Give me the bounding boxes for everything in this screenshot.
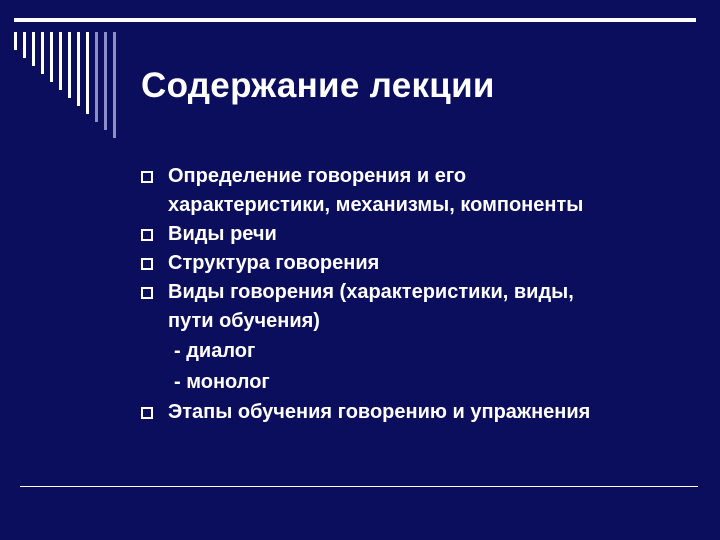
square-bullet-icon xyxy=(141,229,153,241)
sub-item: - диалог xyxy=(174,340,256,362)
list-item xyxy=(141,220,701,249)
slide-title: Содержание лекции xyxy=(141,66,495,105)
bar xyxy=(113,32,116,138)
bar xyxy=(68,32,71,98)
bar xyxy=(50,32,53,82)
list-item-text: Виды говорения (характеристики, виды, xyxy=(168,281,574,303)
square-bullet-icon xyxy=(141,287,153,299)
bar xyxy=(86,32,89,114)
square-bullet-icon xyxy=(141,258,153,270)
list-item-text-continued: характеристики, механизмы, компоненты xyxy=(168,194,584,216)
bar xyxy=(95,32,98,122)
sub-item: - монолог xyxy=(174,371,270,393)
list-item-text: Этапы обучения говорению и упражнения xyxy=(168,401,591,423)
list-item xyxy=(141,162,701,220)
list-item xyxy=(141,249,701,278)
list-item xyxy=(141,398,701,427)
square-bullet-icon xyxy=(141,171,153,183)
list-item-text-continued: пути обучения) xyxy=(168,310,320,332)
bar xyxy=(41,32,44,74)
list-item-text: Структура говорения xyxy=(168,252,380,274)
list-item-text: Определение говорения и его xyxy=(168,165,467,187)
bar xyxy=(104,32,107,130)
bar xyxy=(59,32,62,90)
bar xyxy=(77,32,80,106)
top-rule xyxy=(14,18,696,22)
bar xyxy=(32,32,35,66)
list-item-text: Виды речи xyxy=(168,223,277,245)
square-bullet-icon xyxy=(141,407,153,419)
bar xyxy=(14,32,17,50)
bottom-rule xyxy=(20,486,698,487)
bar xyxy=(23,32,26,58)
list-item xyxy=(141,278,701,336)
content-list xyxy=(141,162,701,427)
decorative-bars xyxy=(14,32,124,152)
